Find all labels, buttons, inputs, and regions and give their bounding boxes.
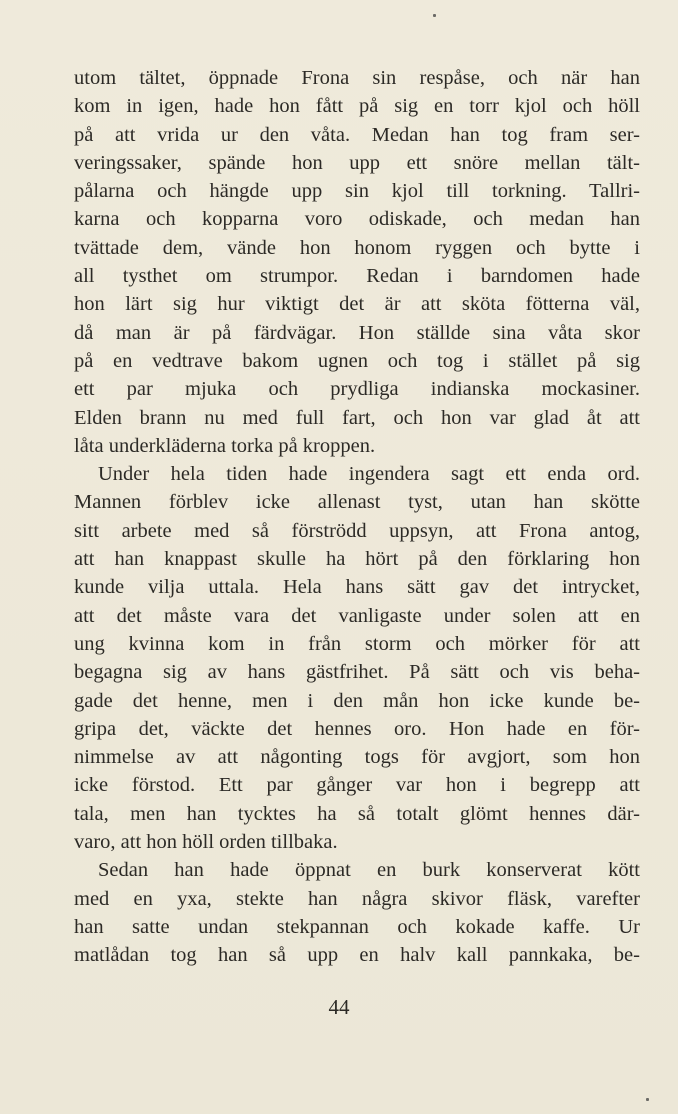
text-line: Mannen förblev icke allenast tyst, utan han skötte	[74, 491, 640, 514]
text-line: med en yxa, stekte han några skivor fläsk, varefter	[74, 887, 640, 910]
text-line: Sedan han hade öppnat en burk konserverat kött	[98, 859, 640, 882]
text-line: utom tältet, öppnade Frona sin respåse, och när han	[74, 67, 640, 89]
text-line: all tysthet om strumpor. Redan i barndomen hade	[74, 265, 640, 288]
text-line: kunde vilja uttala. Hela hans sätt gav det intrycket,	[74, 576, 640, 599]
text-line: att det måste vara det vanligaste under solen att en	[74, 604, 640, 627]
text-line: tala, men han tycktes ha så totalt glömt hennes där-	[74, 802, 640, 825]
text-line: nimmelse av att någonting togs för avgjort, som hon	[74, 746, 640, 769]
text-line: på att vrida ur den våta. Medan han tog fram ser-	[74, 123, 640, 146]
text-line: på en vedtrave bakom ugnen och tog i stället på sig	[74, 349, 640, 372]
text-line: gripa det, väckte det hennes oro. Hon hade en för-	[74, 717, 640, 740]
text-line: ett par mjuka och prydliga indianska mockasiner.	[74, 378, 640, 401]
text-line: han satte undan stekpannan och kokade kaffe. Ur	[74, 915, 640, 938]
text-line: begagna sig av hans gästfrihet. På sätt och vis beha-	[74, 661, 640, 684]
text-line: matlådan tog han så upp en halv kall pannkaka, be-	[74, 944, 640, 967]
text-line: tvättade dem, vände hon honom ryggen och bytte i	[74, 236, 640, 259]
text-line: Elden brann nu med full fart, och hon var glad åt att	[74, 406, 640, 429]
text-line: Under hela tiden hade ingendera sagt ett enda ord.	[98, 463, 640, 486]
text-line: pålarna och hängde upp sin kjol till torkning. Tallri-	[74, 180, 640, 203]
text-line: karna och kopparna voro odiskade, och medan han	[74, 208, 640, 231]
text-line: låta underkläderna torka på kroppen.	[74, 434, 376, 457]
text-line: sitt arbete med så förströdd uppsyn, att Frona antog,	[74, 519, 640, 542]
text-line: veringssaker, spände hon upp ett snöre mellan tält-	[74, 151, 640, 174]
text-line: gade det henne, men i den mån hon icke kunde be-	[74, 689, 640, 712]
body-text	[74, 64, 640, 970]
print-speck	[646, 1098, 649, 1101]
print-speck	[433, 14, 436, 17]
text-line: varo, att hon höll orden tillbaka.	[74, 831, 338, 854]
text-line: kom in igen, hade hon fått på sig en torr kjol och höll	[74, 95, 640, 118]
text-line: att han knappast skulle ha hört på den förklaring hon	[74, 548, 640, 571]
page-number: 44	[328, 995, 350, 1019]
text-line: icke förstod. Ett par gånger var hon i begrepp att	[74, 774, 640, 797]
text-line: ung kvinna kom in från storm och mörker för att	[74, 632, 640, 655]
text-line: hon lärt sig hur viktigt det är att sköta fötterna väl,	[74, 293, 640, 316]
text-line: då man är på färdvägar. Hon ställde sina våta skor	[74, 321, 640, 344]
